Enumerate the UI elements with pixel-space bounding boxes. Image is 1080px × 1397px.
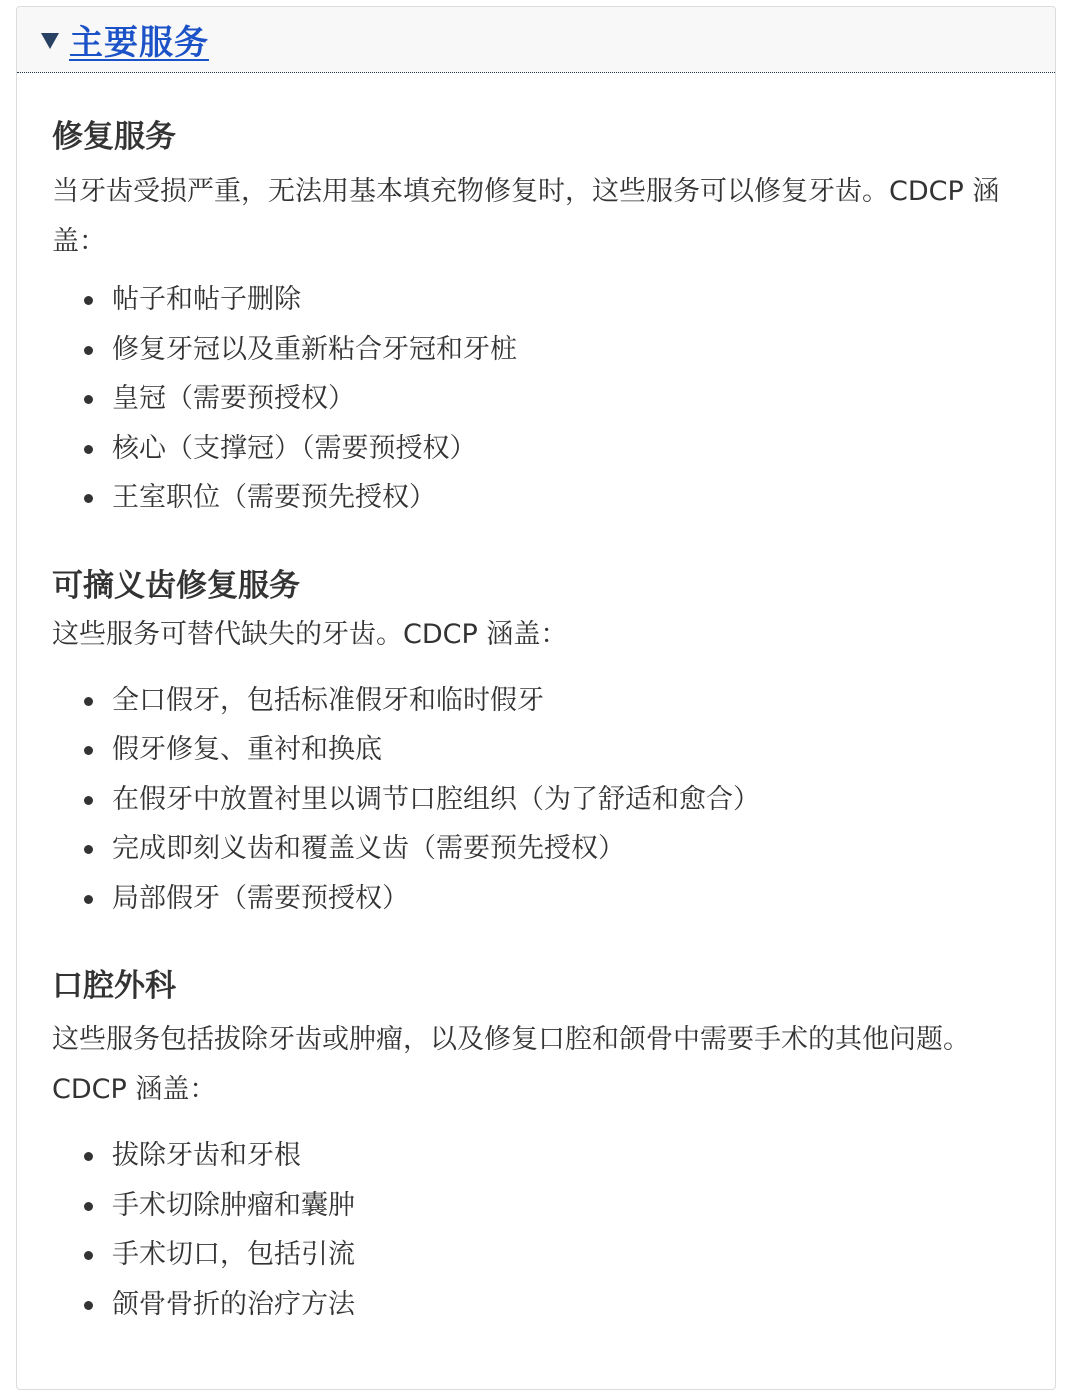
list-item: 帖子和帖子删除	[52, 275, 1021, 325]
list-item: 手术切除肿瘤和囊肿	[52, 1181, 1021, 1231]
list-item: 局部假牙（需要预授权）	[52, 874, 1021, 924]
section-removable-prosthodontic-services	[52, 566, 1021, 924]
list-item: 在假牙中放置衬里以调节口腔组织（为了舒适和愈合）	[52, 775, 1021, 825]
list-item: 核心（支撑冠）（需要预授权）	[52, 424, 1021, 474]
list-item: 王室职位（需要预先授权）	[52, 473, 1021, 523]
section-restorative-services	[52, 117, 1021, 523]
list-item: 拔除牙齿和牙根	[52, 1131, 1021, 1181]
summary-title[interactable]: 主要服务	[69, 23, 209, 63]
section-description: 这些服务包括拔除牙齿或肿瘤，以及修复口腔和颌骨中需要手术的其他问题。CDCP 涵盖：	[52, 1024, 970, 1105]
section-heading: 可摘义齿修复服务	[52, 567, 300, 604]
coverage-list	[52, 1131, 1021, 1329]
list-item: 手术切口，包括引流	[52, 1230, 1021, 1280]
section-oral-surgery	[52, 966, 1021, 1329]
section-description: 这些服务可替代缺失的牙齿。CDCP 涵盖：	[52, 618, 568, 650]
coverage-list	[52, 676, 1021, 924]
services-details-panel	[16, 6, 1056, 1390]
section-heading: 修复服务	[52, 119, 176, 155]
list-item: 皇冠（需要预授权）	[52, 374, 1021, 424]
list-item: 修复牙冠以及重新粘合牙冠和牙桩	[52, 325, 1021, 375]
list-item: 假牙修复、重衬和换底	[52, 725, 1021, 775]
main-services-summary-toggle[interactable]	[17, 7, 1055, 73]
list-item: 颌骨骨折的治疗方法	[52, 1280, 1021, 1330]
details-content	[17, 117, 1055, 1329]
section-description: 当牙齿受损严重，无法用基本填充物修复时，这些服务可以修复牙齿。CDCP 涵盖：	[52, 176, 1000, 257]
coverage-list	[52, 275, 1021, 523]
list-item: 完成即刻义齿和覆盖义齿（需要预先授权）	[52, 824, 1021, 874]
triangle-down-icon	[41, 33, 59, 49]
list-item: 全口假牙，包括标准假牙和临时假牙	[52, 676, 1021, 726]
section-heading: 口腔外科	[52, 968, 176, 1004]
